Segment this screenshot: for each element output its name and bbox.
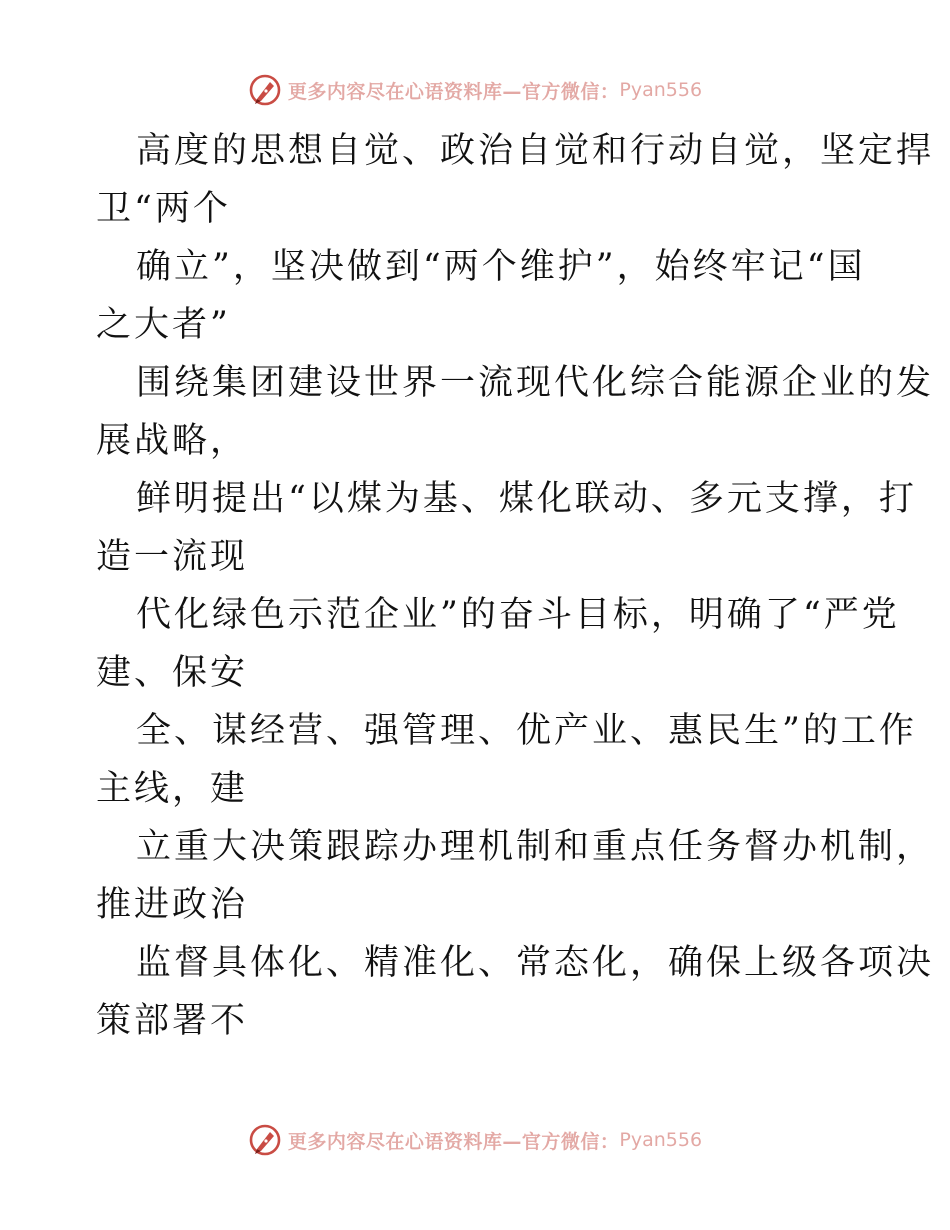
pen-nib-icon <box>248 1123 282 1157</box>
text-line: 鲜明提出“以煤为基、煤化联动、多元支撑，打 <box>136 479 917 519</box>
text-line: 展战略， <box>96 421 249 461</box>
document-body <box>96 122 935 1050</box>
header-banner-handle: Pyan556 <box>619 79 703 101</box>
footer-banner-handle: Pyan556 <box>619 1129 703 1151</box>
header-banner-text: 更多内容尽在心语资料库—官方微信： <box>287 80 620 103</box>
text-line: 主线，建 <box>96 769 249 809</box>
pen-nib-icon <box>248 73 282 107</box>
text-line: 策部署不 <box>96 1001 249 1041</box>
footer-banner-text: 更多内容尽在心语资料库—官方微信： <box>287 1130 620 1153</box>
text-line: 卫“两个 <box>96 189 231 229</box>
text-line: 全、谋经营、强管理、优产业、惠民生”的工作 <box>136 711 917 751</box>
text-line: 造一流现 <box>96 537 249 577</box>
text-line: 立重大决策跟踪办理机制和重点任务督办机制， <box>136 827 935 867</box>
text-line: 推进政治 <box>96 885 249 925</box>
text-line: 监督具体化、精准化、常态化，确保上级各项决 <box>136 943 935 983</box>
text-line: 代化绿色示范企业”的奋斗目标，明确了“严党 <box>136 595 900 635</box>
header-banner <box>0 68 950 112</box>
text-line: 建、保安 <box>96 653 249 693</box>
footer-banner <box>0 1118 950 1162</box>
text-line: 之大者” <box>96 305 231 345</box>
text-line: 围绕集团建设世界一流现代化综合能源企业的发 <box>136 363 935 403</box>
text-line: 高度的思想自觉、政治自觉和行动自觉，坚定捍 <box>136 131 935 171</box>
text-line: 确立”，坚决做到“两个维护”，始终牢记“国 <box>136 247 866 287</box>
